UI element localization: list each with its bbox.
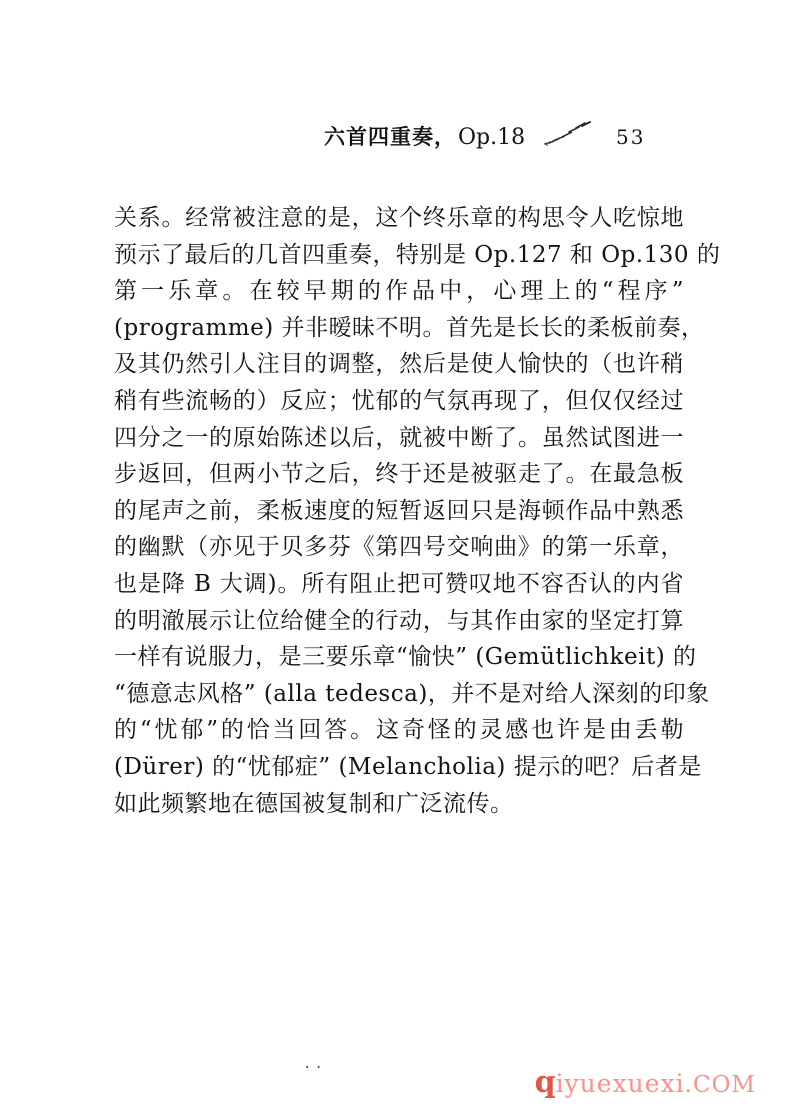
text-line: 也是降 B 大调)。所有阻止把可赞叹地不容否认的内省 [114, 570, 684, 597]
text-line: 第一乐章。在较早期的作品中，心理上的“程序” [114, 278, 684, 305]
watermark-domain: .COM [684, 1072, 756, 1098]
text-line: 一样有说服力，是三要乐章“愉快” (Gemütlichkeit) 的 [114, 644, 697, 671]
body-text [114, 200, 721, 822]
watermark-name: iyuexuexi [555, 1069, 685, 1098]
text-line: 的明澈展示让位给健全的行动，与其作由家的坚定打算 [114, 607, 684, 634]
text-line: 及其仍然引人注目的调整，然后是使人愉快的（也许稍 [114, 351, 684, 378]
text-line: 关系。经常被注意的是，这个终乐章的构思令人吃惊地 [114, 205, 684, 231]
watermark-q: q [534, 1065, 556, 1100]
chapter-title-cjk: 六首四重奏， [324, 124, 456, 149]
scan-artifact-dots: .. [303, 1056, 326, 1072]
text-line: 的尾声之前，柔板速度的短暂返回只是海顿作品中熟悉 [114, 497, 684, 524]
text-line: (Dürer) 的“忧郁症” (Melancholia) 提示的吧？后者是 [114, 753, 702, 780]
text-line: 的“忧郁”的恰当回答。这奇怪的灵感也许是由丢勒 [114, 717, 684, 744]
text-line: 四分之一的原始陈述以后，就被中断了。虽然试图进一 [114, 424, 684, 451]
text-line: 预示了最后的几首四重奏，特别是 Op.127 和 Op.130 的 [114, 241, 721, 268]
text-line: “德意志风格” (alla tedesca)，并不是对给人深刻的印象 [114, 680, 710, 707]
site-watermark [534, 1065, 756, 1100]
text-line: 步返回，但两小节之后，终于还是被驱走了。在最急板 [114, 461, 684, 488]
text-line: 的幽默（亦见于贝多芬《第四号交响曲》的第一乐章， [114, 534, 684, 561]
chapter-title-opus: Op.18 [458, 125, 526, 150]
text-line: (programme) 并非暧昧不明。首先是长长的柔板前奏， [114, 314, 705, 341]
page-number: 53 [616, 125, 646, 149]
text-line: 如此频繁地在德国被复制和广泛流传。 [114, 790, 514, 817]
ink-squiggle-icon [542, 117, 594, 149]
text-line: 稍有些流畅的）反应；忧郁的气氛再现了，但仅仅经过 [114, 387, 684, 414]
running-head [324, 121, 525, 151]
